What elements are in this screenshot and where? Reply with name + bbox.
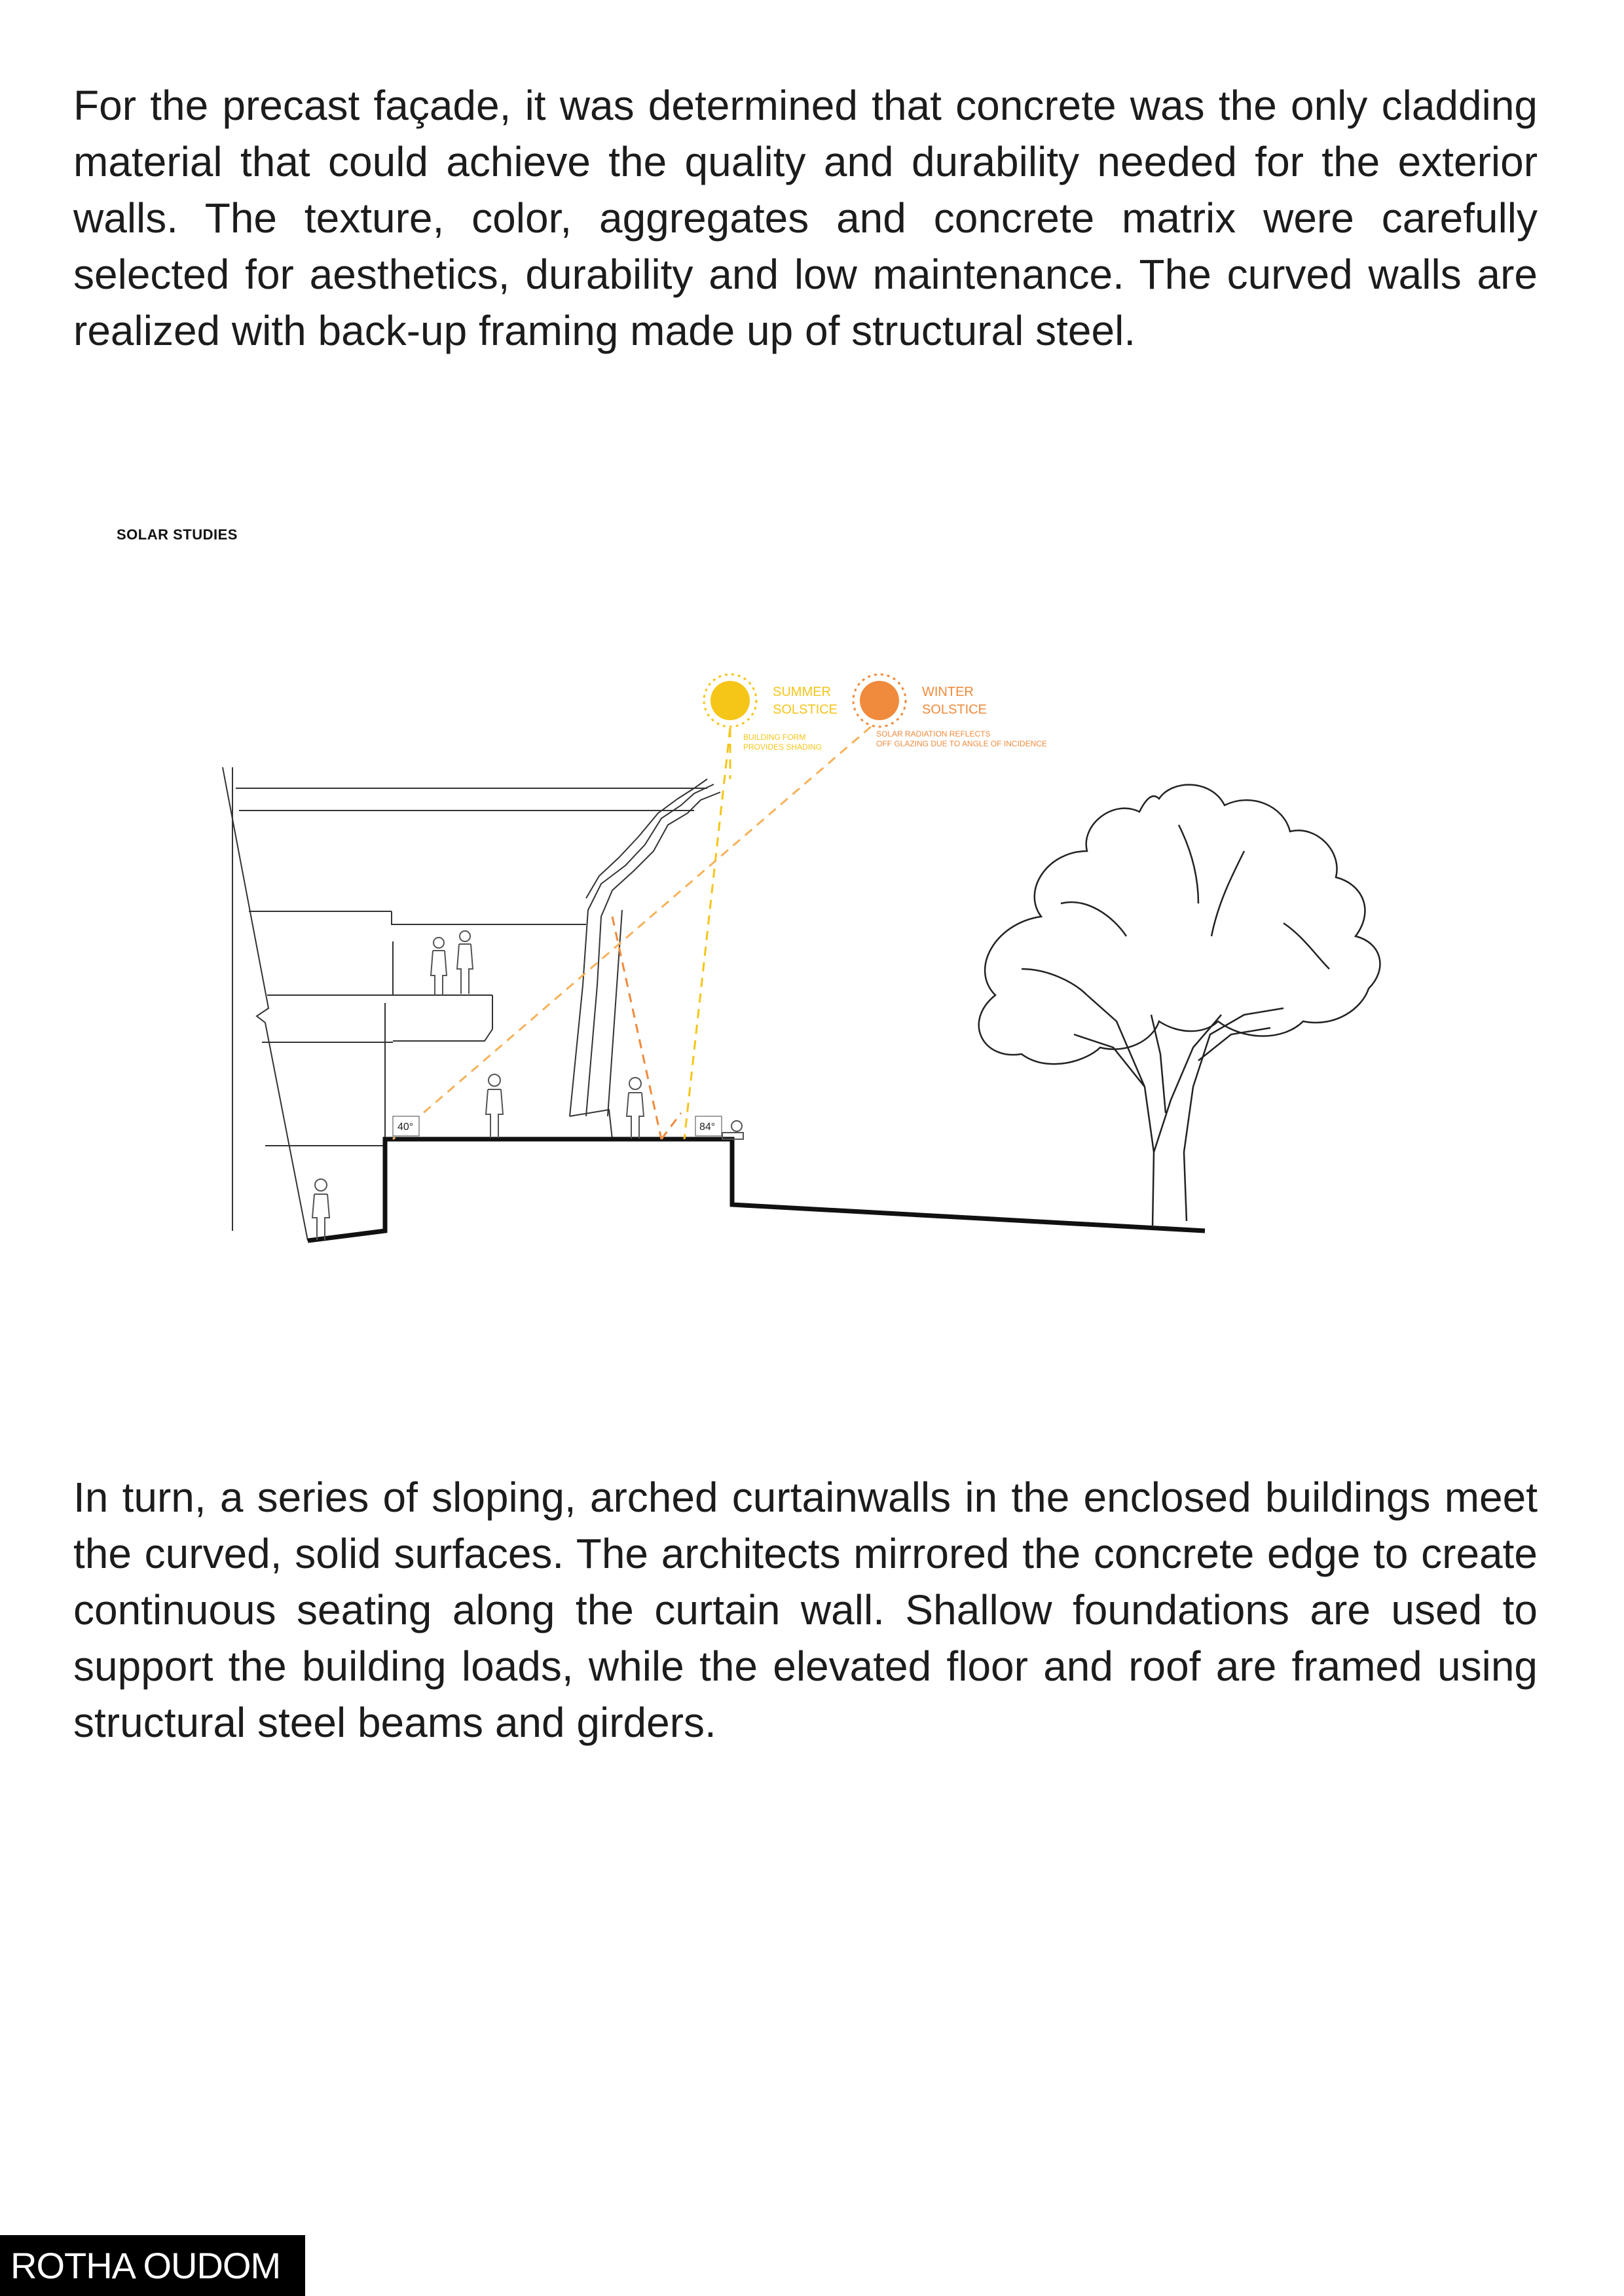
section-label: SOLAR STUDIES: [117, 526, 238, 543]
author-name-tag: ROTHA OUDOM: [0, 2235, 305, 2296]
curtain-wall-outer: [570, 784, 714, 1116]
summer-label-2: SOLSTICE: [773, 702, 838, 717]
intro-paragraph: For the precast façade, it was determined that concrete was the only cladding material that could achieve the quality and durability needed for the exterior walls. The texture, color, aggregates and concrete matrix were carefully selected for aesthetics, durability and low maintenance. The curved walls are realized with back-up framing made up of structural steel.: [73, 82, 1538, 354]
winter-reflect-1: [612, 917, 661, 1139]
solar-study-section-diagram: [0, 629, 1624, 1283]
angle-label-left: 40°: [397, 1121, 414, 1133]
winter-sun-icon: [853, 674, 906, 727]
person-figure: [722, 1121, 743, 1139]
summer-sun-icon: [704, 674, 756, 727]
person-figure: [486, 1074, 503, 1138]
tree-illustration: [979, 785, 1380, 1228]
angle-label-right: 84°: [699, 1121, 716, 1133]
people-figures: [312, 931, 743, 1240]
person-figure: [431, 938, 447, 995]
winter-label-1: WINTER: [922, 685, 974, 699]
main-floor: [385, 1139, 1205, 1231]
winter-note-1: SOLAR RADIATION REFLECTS: [876, 729, 991, 738]
winter-reflect-2: [661, 1113, 681, 1139]
person-figure: [457, 931, 473, 994]
summer-note-2: PROVIDES SHADING: [743, 742, 822, 752]
summer-label-1: SUMMER: [773, 685, 831, 699]
summer-note-1: BUILDING FORM: [743, 733, 806, 742]
person-figure: [312, 1179, 329, 1240]
winter-note-2: OFF GLAZING DUE TO ANGLE OF INCIDENCE: [876, 739, 1047, 748]
winter-label-2: SOLSTICE: [922, 702, 987, 717]
left-building-wall: [223, 767, 308, 1241]
closing-paragraph: In turn, a series of sloping, arched curtainwalls in the enclosed buildings meet the curved, solid surfaces. The architects mirrored the concrete edge to create continuous seating along the curtain wall. Shallow foundations are used to support the building loads, while the elevated floor and roof are framed using structural steel beams and girders.: [73, 1474, 1538, 1746]
person-figure: [627, 1078, 644, 1139]
